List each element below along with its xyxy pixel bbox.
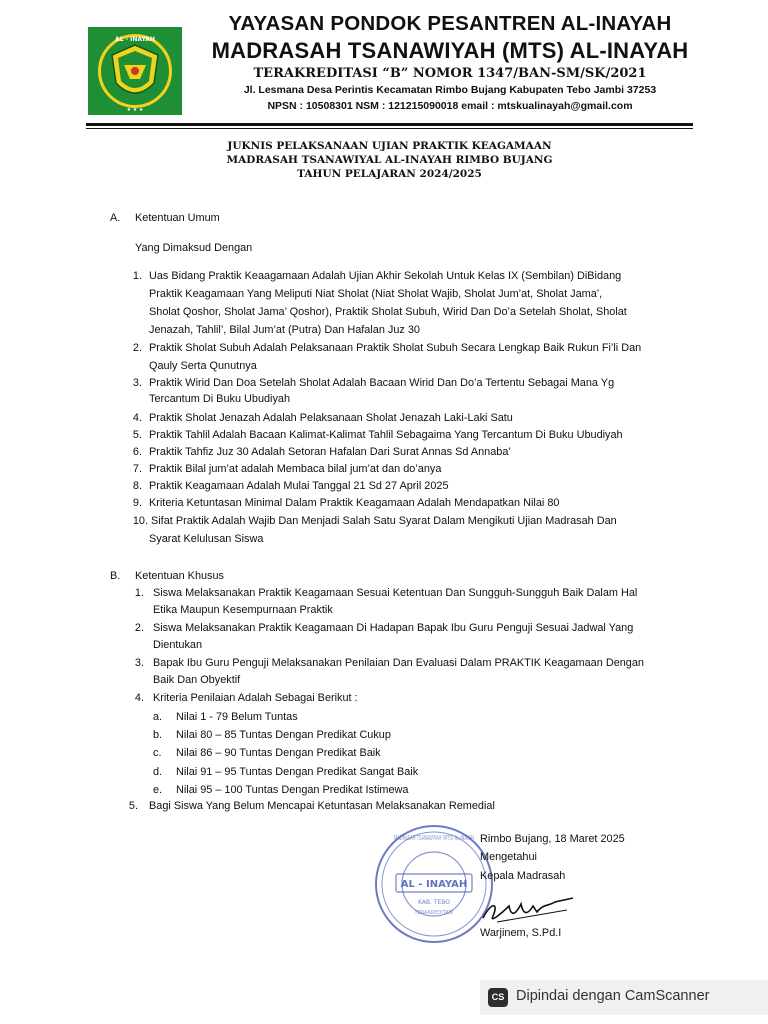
org-name: YAYASAN PONDOK PESANTREN AL-INAYAH — [228, 12, 672, 35]
list-number: 5. — [128, 800, 138, 812]
sign-place-date: Rimbo Bujang, 18 Maret 2025 — [480, 833, 625, 845]
list-number: 3. — [134, 657, 144, 669]
list-number: 3. — [132, 377, 142, 389]
accreditation-line: TERAKREDITASI “B” NOMOR 1347/BAN-SM/SK/2021 — [253, 66, 647, 81]
list-item-text: Siswa Melaksanakan Praktik Keagamaan Di Hadapan Bapak Ibu Guru Penguji Sesuai Jadwal Yang — [153, 622, 634, 634]
list-number: 2. — [132, 342, 142, 354]
stamp-center-text: AL - INAYAH — [400, 879, 468, 890]
list-number: 8. — [132, 480, 142, 492]
criteria-letter: a. — [153, 711, 163, 723]
list-item-text: Praktik Keagamaan Yang Meliputi Niat Sholat (Niat Sholat Wajib, Sholat Jum’at, Sholat Jama’, — [149, 288, 603, 300]
list-item-text: Praktik Keagamaan Adalah Mulai Tanggal 21 Sd 27 April 2025 — [149, 480, 449, 492]
doc-title-line-2: MADRASAH TSANAWIYAL AL-INAYAH RIMBO BUJANG — [226, 154, 553, 166]
section-b-heading: Ketentuan Khusus — [135, 570, 225, 582]
criteria-letter: c. — [153, 747, 162, 759]
list-item-text: Jenazah, Tahlil’, Bilal Jum’at (Putra) Dan Hafalan Juz 30 — [149, 324, 420, 336]
list-item-text: Baik Dan Obyektif — [153, 674, 241, 686]
svg-text:★ ★ ★: ★ ★ ★ — [126, 107, 144, 113]
list-item-text: Sifat Praktik Adalah Wajib Dan Menjadi Salah Satu Syarat Dalam Mengikuti Ujian Madrasah Dan — [151, 515, 617, 527]
criteria-text: Nilai 95 – 100 Tuntas Dengan Predikat Istimewa — [176, 784, 409, 796]
sign-role: Kepala Madrasah — [480, 870, 566, 882]
list-number: 9. — [132, 497, 142, 509]
sign-knows: Mengetahui — [480, 851, 537, 863]
list-item-text: Kriteria Penilaian Adalah Sebagai Berikut : — [153, 692, 358, 704]
criteria-text: Nilai 80 – 85 Tuntas Dengan Predikat Cukup — [176, 729, 391, 741]
header-rule-thin — [86, 128, 693, 129]
list-item-text: Syarat Kelulusan Siswa — [149, 533, 264, 545]
camscanner-icon: CS — [488, 988, 508, 1007]
list-item-text: Uas Bidang Praktik Keaagamaan Adalah Ujian Akhir Sekolah Untuk Kelas IX (Sembilan) DiBidang — [149, 270, 622, 282]
list-item-text: Etika Maupun Kesempurnaan Praktik — [153, 604, 333, 616]
list-number: 1. — [134, 587, 144, 599]
sign-name: Warjinem, S.Pd.I — [480, 927, 562, 939]
section-a-heading: Ketentuan Umum — [135, 212, 220, 224]
list-item-text: Praktik Bilal jum’at adalah Membaca bilal jum’at dan do’anya — [149, 463, 442, 475]
section-b-label: B. — [110, 570, 121, 582]
school-crest-logo-icon — [88, 27, 182, 115]
list-item-text: Dientukan — [153, 639, 203, 651]
list-number: 7. — [132, 463, 142, 475]
criteria-letter: d. — [153, 766, 163, 778]
address-line: Jl. Lesmana Desa Perintis Kecamatan Rimbo Bujang Kabupaten Tebo Jambi 37253 — [243, 84, 657, 96]
section-a-label: A. — [110, 212, 121, 224]
criteria-letter: e. — [153, 784, 163, 796]
criteria-letter: b. — [153, 729, 163, 741]
list-item-text: Praktik Sholat Subuh Adalah Pelaksanaan Praktik Sholat Subuh Secara Lengkap Baik Rukun Fi’li Dan — [149, 342, 642, 354]
list-item-text: Sholat Qoshor, Sholat Jama’ Qoshor), Praktik Sholat Subuh, Wirid Dan Do’a Setelah Sholat, Sholat — [149, 306, 627, 318]
list-item-text: Praktik Tahlil Adalah Bacaan Kalimat-Kalimat Tahlil Sebagaima Yang Tercantum Di Buku Ubudiyah — [149, 429, 623, 441]
logo-text: AL - INAYAH — [115, 36, 155, 43]
list-number: 1. — [132, 270, 142, 282]
stamp-lower-text: KAB. TEBO — [417, 899, 451, 906]
list-number: 4. — [134, 692, 144, 704]
list-number: 2. — [134, 622, 144, 634]
stamp-arc-text: MADRASAH TSANAWIYAH (MTS) AL-INAYAH — [394, 834, 474, 842]
list-item-text: Praktik Sholat Jenazah Adalah Pelaksanaan Sholat Jenazah Laki-Laki Satu — [149, 412, 513, 424]
list-item-text: Siswa Melaksanakan Praktik Keagamaan Sesuai Ketentuan Dan Sungguh-Sungguh Baik Dalam Hal — [153, 587, 638, 599]
list-item-text: Bapak Ibu Guru Penguji Melaksanakan Penilaian Dan Evaluasi Dalam PRAKTIK Keagamaan Dengan — [153, 657, 644, 669]
ids-line: NPSN : 10508301 NSM : 121215090018 email : mtskualinayah@gmail.com — [267, 100, 633, 112]
stamp-small-text: TERAKREDITASI — [414, 910, 454, 916]
list-item-text: Bagi Siswa Yang Belum Mencapai Ketuntasan Melaksanakan Remedial — [149, 800, 495, 812]
list-number: 5. — [132, 429, 142, 441]
criteria-text: Nilai 91 – 95 Tuntas Dengan Predikat Sangat Baik — [176, 766, 419, 778]
list-item-text: Kriteria Ketuntasan Minimal Dalam Praktik Keagamaan Adalah Mendapatkan Nilai 80 — [149, 497, 560, 509]
list-number: 4. — [132, 412, 142, 424]
list-number: 6. — [132, 446, 142, 458]
doc-title-line-1: JUKNIS PELAKSANAAN UJIAN PRAKTIK KEAGAMAAN — [227, 140, 552, 152]
list-item-text: Tercantum Di Buku Ubudiyah — [149, 393, 291, 405]
criteria-text: Nilai 1 - 79 Belum Tuntas — [176, 711, 298, 723]
section-a-intro: Yang Dimaksud Dengan — [135, 242, 253, 254]
list-item-text: Qauly Serta Qunutnya — [149, 360, 257, 372]
header-rule-thick — [86, 123, 693, 126]
camscanner-text: Dipindai dengan CamScanner — [516, 988, 710, 1004]
list-number: 10. — [132, 515, 148, 527]
school-name: MADRASAH TSANAWIYAH (MTS) AL-INAYAH — [211, 38, 689, 63]
list-item-text: Praktik Tahfiz Juz 30 Adalah Setoran Hafalan Dari Surat Annas Sd Annaba’ — [149, 446, 511, 458]
camscanner-watermark — [480, 980, 768, 1015]
criteria-text: Nilai 86 – 90 Tuntas Dengan Predikat Baik — [176, 747, 381, 759]
doc-title-line-3: TAHUN PELAJARAN 2024/2025 — [297, 168, 482, 180]
list-item-text: Praktik Wirid Dan Doa Setelah Sholat Adalah Bacaan Wirid Dan Do’a Tertentu Sebagai Mana Yg — [149, 377, 615, 389]
